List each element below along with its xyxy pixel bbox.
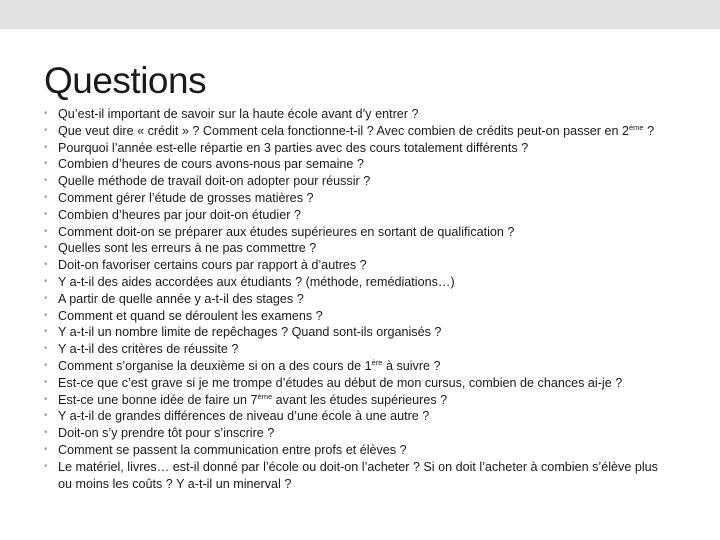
bullet-icon: •	[44, 427, 48, 439]
question-text: à suivre ?	[382, 358, 441, 373]
question-text: Quelles sont les erreurs à ne pas commettre ?	[58, 241, 317, 256]
question-item	[44, 274, 674, 291]
question-text: Y a-t-il des critères de réussite ?	[58, 342, 239, 357]
slide-top-bar	[0, 0, 720, 29]
bullet-icon: •	[44, 359, 48, 371]
question-text: Combien d’heures de cours avons-nous par semaine ?	[58, 157, 364, 172]
question-text: Combien d’heures par jour doit-on étudier ?	[58, 207, 301, 222]
bullet-icon: •	[44, 208, 48, 220]
bullet-icon: •	[44, 225, 48, 237]
bullet-icon: •	[44, 191, 48, 203]
question-text: Est-ce que c’est grave si je me trompe d’études au début de mon cursus, combien de chances ai-je ?	[58, 375, 623, 390]
bullet-icon: •	[44, 175, 48, 187]
question-text: avant les études supérieures ?	[272, 392, 448, 407]
question-item	[44, 308, 674, 325]
question-superscript: ème	[629, 122, 644, 132]
question-text: Doit-on favoriser certains cours par rapport à d’autres ?	[58, 258, 367, 273]
question-text: Comment et quand se déroulent les examens ?	[58, 308, 323, 323]
question-text: Qu’est-il important de savoir sur la haute école avant d’y entrer ?	[58, 107, 419, 121]
question-text: Est-ce une bonne idée de faire un 7	[58, 392, 258, 407]
bullet-icon: •	[44, 108, 48, 119]
question-item	[44, 341, 674, 358]
bullet-icon: •	[44, 292, 48, 304]
question-item	[44, 392, 674, 409]
question-text: Y a-t-il un nombre limite de repêchages ? Quand sont-ils organisés ?	[58, 325, 442, 340]
bullet-icon: •	[44, 141, 48, 153]
bullet-icon: •	[44, 443, 48, 455]
question-superscript: ère	[371, 357, 383, 367]
question-item	[44, 425, 674, 442]
question-text: Doit-on s’y prendre tôt pour s’inscrire ?	[58, 426, 275, 441]
question-item	[44, 324, 674, 341]
question-superscript: ème	[257, 391, 273, 401]
bullet-icon: •	[44, 309, 48, 321]
question-item	[44, 291, 674, 308]
question-item	[44, 408, 674, 425]
bullet-icon: •	[44, 259, 48, 271]
question-item	[44, 459, 674, 493]
question-item	[44, 358, 674, 375]
question-text: Comment s’organise la deuxième si on a des cours de 1	[58, 358, 372, 373]
question-text: Le matériel, livres… est-il donné par l’école ou doit-on l’acheter ? Si on doit l’acheter à combien s’élève plus ou moins les coûts ? Y a-t-il un minerval ?	[58, 459, 658, 491]
bullet-icon: •	[44, 158, 48, 170]
question-item	[44, 106, 674, 123]
bullet-icon: •	[44, 410, 48, 422]
question-item	[44, 207, 674, 224]
question-item	[44, 190, 674, 207]
question-text: Comment gérer l’étude de grosses matières ?	[58, 190, 314, 205]
question-text: Y a-t-il des aides accordées aux étudiants ? (méthode, remédiations…)	[58, 274, 455, 289]
question-item	[44, 375, 674, 392]
question-item	[44, 123, 674, 140]
bullet-icon: •	[44, 393, 48, 405]
question-text: Pourquoi l’année est-elle répartie en 3 parties avec des cours totalement différents ?	[58, 140, 529, 155]
question-item	[44, 173, 674, 190]
bullet-icon: •	[44, 460, 48, 472]
question-item	[44, 224, 674, 241]
bullet-icon: •	[44, 275, 48, 287]
bullet-icon: •	[44, 376, 48, 388]
question-text: Comment doit-on se préparer aux études supérieures en sortant de qualification ?	[58, 224, 515, 239]
bullet-icon: •	[44, 124, 48, 136]
question-item	[44, 240, 674, 257]
question-text: Comment se passent la communication entre profs et élèves ?	[58, 442, 407, 457]
bullet-icon: •	[44, 242, 48, 254]
question-text: Y a-t-il de grandes différences de niveau d’une école à une autre ?	[58, 409, 430, 424]
question-text: ?	[643, 123, 655, 138]
question-text: Que veut dire « crédit » ? Comment cela fonctionne-t-il ? Avec combien de crédits peut-on passer en 2	[58, 123, 629, 138]
question-text: A partir de quelle année y a-t-il des stages ?	[58, 291, 304, 306]
question-item	[44, 140, 674, 157]
question-item	[44, 442, 674, 459]
question-text: Quelle méthode de travail doit-on adopter pour réussir ?	[58, 174, 371, 189]
question-item	[44, 257, 674, 274]
slide-title: Questions	[44, 60, 207, 101]
bullet-icon: •	[44, 326, 48, 338]
question-list	[44, 106, 674, 492]
bullet-icon: •	[44, 343, 48, 355]
question-item	[44, 156, 674, 173]
